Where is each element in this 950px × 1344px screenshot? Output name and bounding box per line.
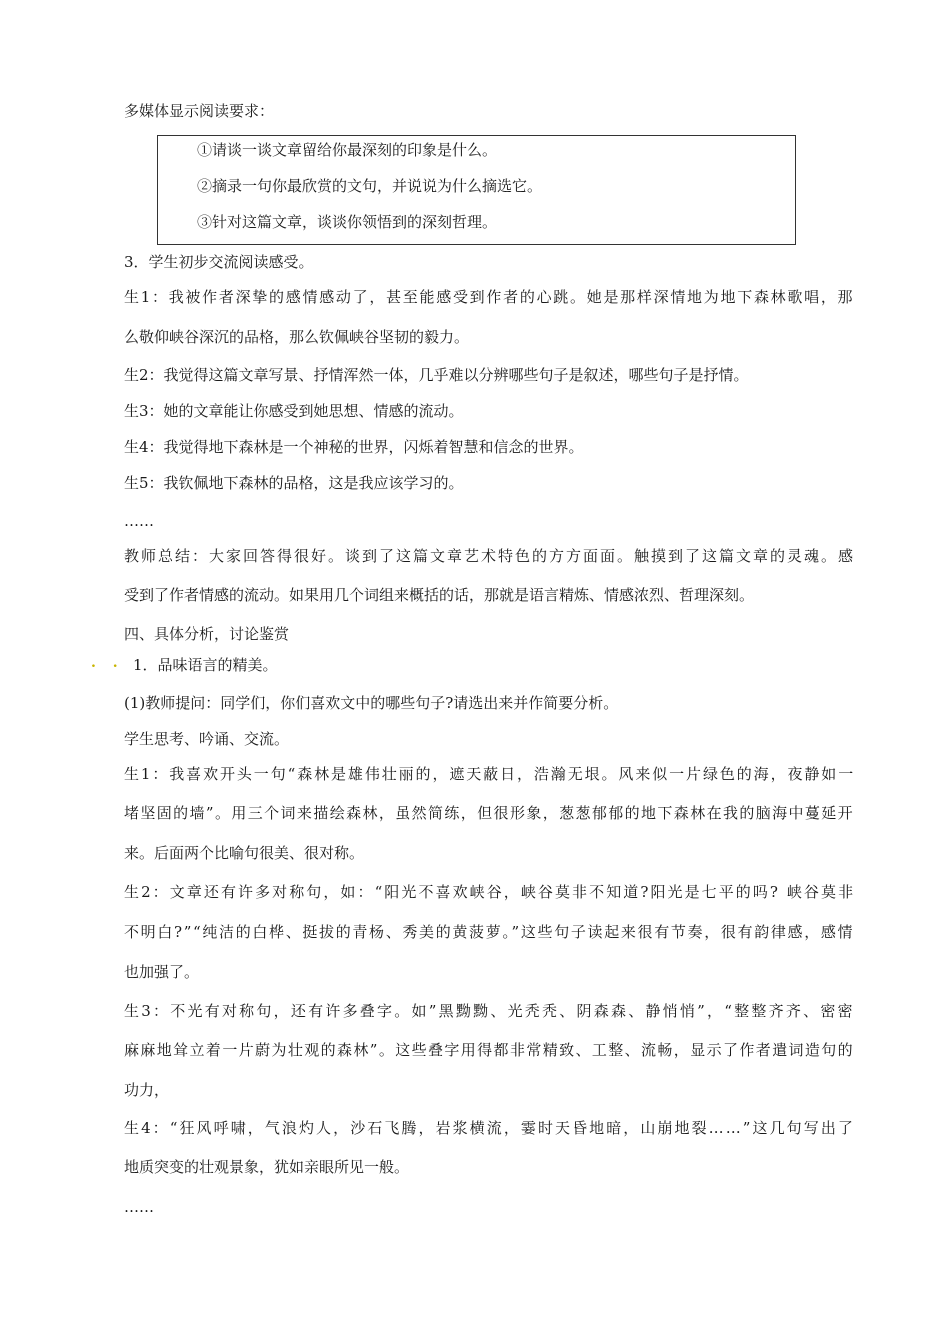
paragraph-line: 堵坚固的墙”。用三个词来描绘森林，虽然简练，但很形象，葱葱郁郁的地下森林在我的脑海中蔓延开 xyxy=(124,804,855,822)
paragraph-line: 么敬仰峡谷深沉的品格，那么钦佩峡谷坚韧的毅力。 xyxy=(124,328,470,346)
requirement-3: ③针对这篇文章，谈谈你领悟到的深刻哲理。 xyxy=(197,213,498,231)
paragraph-line: 生1：我喜欢开头一句“森林是雄伟壮丽的，遮天蔽日，浩瀚无垠。风来似一片绿色的海，夜静如一 xyxy=(124,765,856,783)
paragraph-line: 生4：“狂风呼啸，气浪灼人，沙石飞腾，岩浆横流，霎时天昏地暗，山崩地裂……”这几句写出了 xyxy=(124,1119,855,1137)
paragraph-line: 也加强了。 xyxy=(124,963,200,981)
paragraph-line: 生4：我觉得地下森林是一个神秘的世界，闪烁着智慧和信念的世界。 xyxy=(124,438,584,456)
paragraph-line: 生2：文章还有许多对称句，如：“阳光不喜欢峡谷，峡谷莫非不知道?阳光是七平的吗? 峡谷莫非 xyxy=(124,883,856,901)
paragraph-line: 生3：她的文章能让你感受到她思想、情感的流动。 xyxy=(124,402,464,420)
section-heading: 四、具体分析，讨论鉴赏 xyxy=(124,625,290,643)
paragraph-line: 功力， xyxy=(124,1081,170,1099)
section-label: 多媒体显示阅读要求： xyxy=(124,102,275,120)
ellipsis: …… xyxy=(124,512,154,530)
paragraph-line: 来。后面两个比喻句很美、很对称。 xyxy=(124,844,365,862)
paragraph-line: 教师总结：大家回答得很好。谈到了这篇文章艺术特色的方方面面。触摸到了这篇文章的灵魂。感 xyxy=(124,547,856,565)
margin-marker: . . xyxy=(91,655,124,671)
requirement-2: ②摘录一句你最欣赏的文句，并说说为什么摘选它。 xyxy=(197,177,543,195)
paragraph-line: (1)教师提问：同学们，你们喜欢文中的哪些句子?请选出来并作简要分析。 xyxy=(124,694,619,712)
paragraph-line: 不明白?”“纯洁的白桦、挺拔的青杨、秀美的黄菠萝。”这些句子读起来很有节奏，很有韵律感，感情 xyxy=(124,923,855,941)
subsection-heading: 1．品味语言的精美。 xyxy=(133,656,278,674)
requirement-1: ①请谈一谈文章留给你最深刻的印象是什么。 xyxy=(197,141,498,159)
paragraph-line: 生1：我被作者深挚的感情感动了，甚至能感受到作者的心跳。她是那样深情地为地下森林歌唱，那 xyxy=(124,288,855,306)
paragraph-line: 地质突变的壮观景象，犹如亲眼所见一般。 xyxy=(124,1158,410,1176)
ellipsis: …… xyxy=(124,1198,154,1216)
paragraph-line: 麻麻地耸立着一片蔚为壮观的森林”。这些叠字用得都非常精致、工整、流畅，显示了作者遣词造句的 xyxy=(124,1041,855,1059)
paragraph-line: 生2：我觉得这篇文章写景、抒情浑然一体，几乎难以分辨哪些句子是叙述，哪些句子是抒情。 xyxy=(124,366,749,384)
paragraph-line: 生3：不光有对称句，还有许多叠字。如”黑黝黝、光秃秃、阴森森、静悄悄”，“整整齐齐、密密 xyxy=(124,1002,855,1020)
paragraph-line: 学生思考、吟诵、交流。 xyxy=(124,730,290,748)
paragraph-line: 生5：我钦佩地下森林的品格，这是我应该学习的。 xyxy=(124,474,464,492)
paragraph-line: 受到了作者情感的流动。如果用几个词组来概括的话，那就是语言精炼、情感浓烈、哲理深刻。 xyxy=(124,586,755,604)
step-heading: 3．学生初步交流阅读感受。 xyxy=(124,253,314,271)
